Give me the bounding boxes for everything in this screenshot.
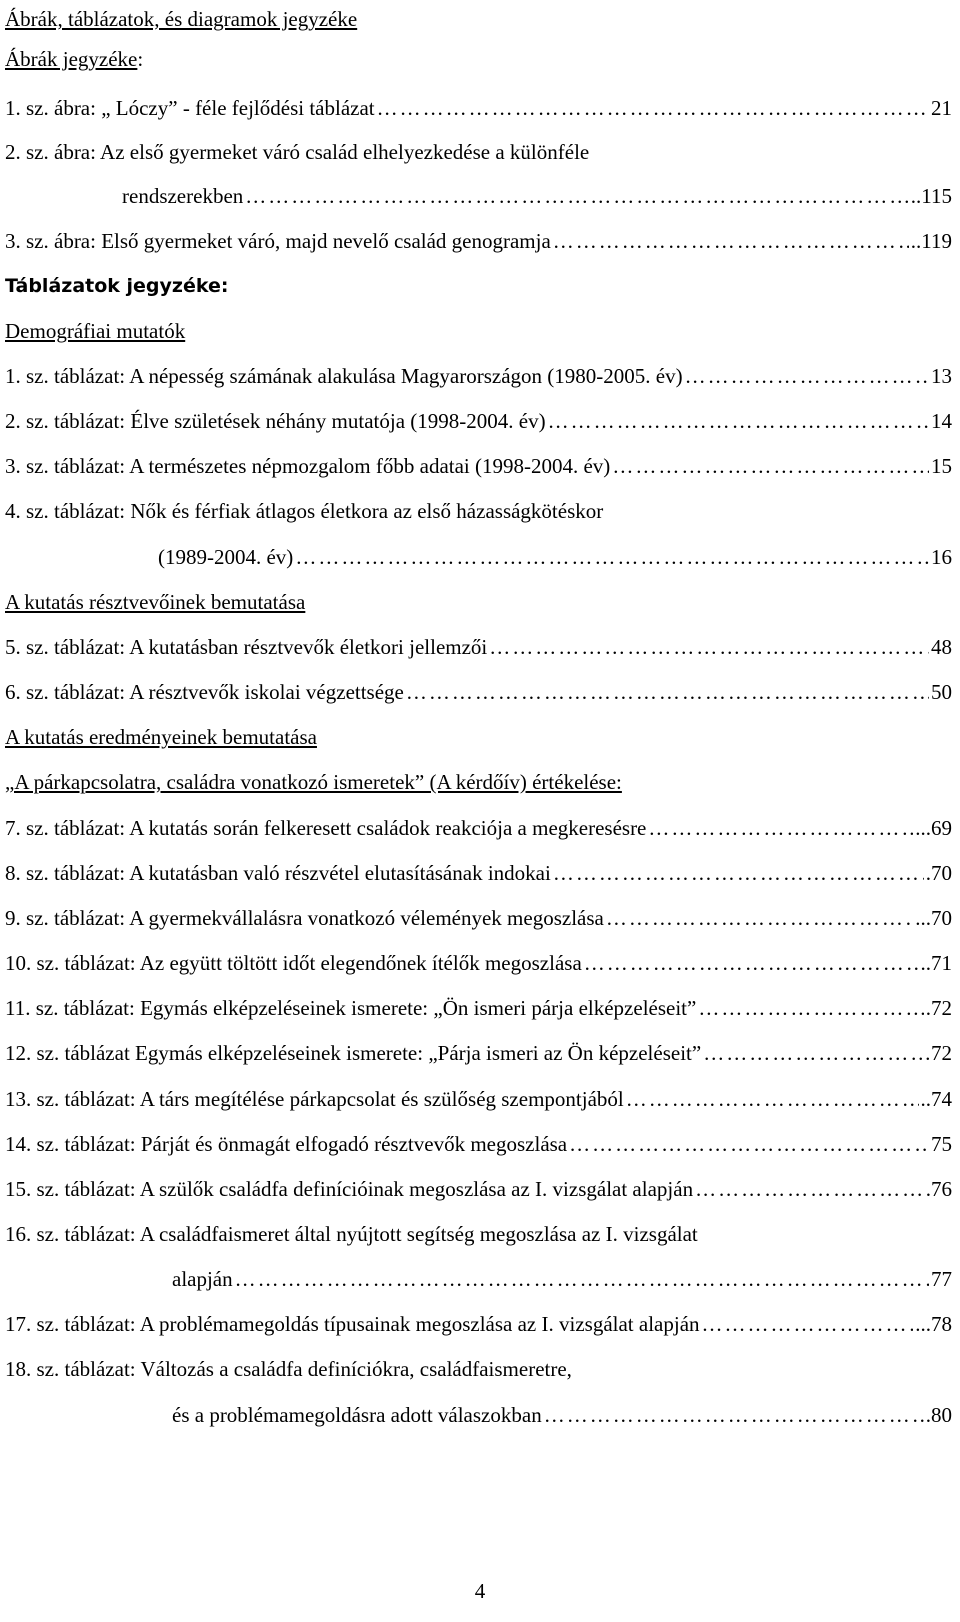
toc-entry-title: alapján bbox=[172, 1267, 233, 1291]
toc-entry-table-6[interactable] bbox=[5, 679, 952, 705]
toc-entry-page: .76 bbox=[925, 1177, 952, 1201]
toc-entry-figure-3[interactable] bbox=[5, 228, 952, 254]
toc-entry-page: 14 bbox=[931, 409, 952, 433]
dot-leader bbox=[489, 634, 929, 660]
toc-entry-title: 14. sz. táblázat: Párját és önmagát elfogadó résztvevők megoszlása bbox=[5, 1132, 568, 1156]
toc-entry-page: ..71 bbox=[920, 951, 952, 975]
toc-entry-page: .72 bbox=[925, 996, 952, 1020]
toc-entry-table-17[interactable] bbox=[5, 1311, 952, 1337]
toc-entry-page: 13 bbox=[931, 364, 952, 388]
dot-leader bbox=[553, 860, 924, 886]
toc-entry-table-18-line2[interactable] bbox=[172, 1402, 952, 1428]
dot-leader bbox=[553, 228, 909, 254]
toc-entry-table-1[interactable] bbox=[5, 363, 952, 389]
toc-entry-title: 3. sz. ábra: Első gyermeket váró, majd nevelő család genogramja bbox=[5, 229, 551, 253]
toc-entry-page: ..115 bbox=[910, 184, 952, 208]
toc-entry-title: 5. sz. táblázat: A kutatásban résztvevők életkori jellemzői bbox=[5, 635, 488, 659]
toc-entry-page: 50 bbox=[931, 680, 952, 704]
toc-entry-table-10[interactable] bbox=[5, 950, 952, 976]
toc-entry-page: .70 bbox=[925, 861, 952, 885]
toc-entry-title: 17. sz. táblázat: A problémamegoldás típusainak megoszlása az I. vizsgálat alapján bbox=[5, 1312, 700, 1336]
toc-entry-figure-1[interactable] bbox=[5, 95, 952, 121]
toc-entry-table-16-line1[interactable]: 16. sz. táblázat: A családfaismeret által nyújtott segítség megoszlása az I. vizsgálat bbox=[5, 1222, 698, 1246]
dot-leader bbox=[698, 995, 923, 1021]
toc-entry-table-12[interactable] bbox=[5, 1040, 952, 1066]
section-label-participants: A kutatás résztvevőinek bemutatása bbox=[5, 590, 306, 614]
dot-leader bbox=[703, 1040, 929, 1066]
toc-entry-title: 15. sz. táblázat: A szülők családfa definícióinak megoszlása az I. vizsgálat alapján bbox=[5, 1177, 694, 1201]
toc-entry-title: 11. sz. táblázat: Egymás elképzeléseinek ismerete: „Ön ismeri párja elképzeléseit” bbox=[5, 996, 697, 1020]
toc-entry-table-8[interactable] bbox=[5, 860, 952, 886]
dot-leader bbox=[685, 363, 929, 389]
toc-entry-table-2[interactable] bbox=[5, 408, 952, 434]
toc-entry-page: 75 bbox=[931, 1132, 952, 1156]
toc-entry-page: ...70 bbox=[915, 906, 952, 930]
page-number: 4 bbox=[474, 1579, 486, 1603]
toc-entry-title: 6. sz. táblázat: A résztvevők iskolai végzettsége bbox=[5, 680, 404, 704]
toc-entry-title: 12. sz. táblázat Egymás elképzeléseinek ismerete: „Párja ismeri az Ön képzeléseit” bbox=[5, 1041, 702, 1065]
dot-leader bbox=[548, 408, 929, 434]
toc-entry-page: 16 bbox=[931, 545, 952, 569]
toc-entry-title: 10. sz. táblázat: Az együtt töltött időt elegendőnek ítélők megoszlása bbox=[5, 951, 582, 975]
toc-entry-table-18-line1[interactable]: 18. sz. táblázat: Változás a családfa definíciókra, családfaismeretre, bbox=[5, 1357, 572, 1381]
toc-entry-title: 2. sz. táblázat: Élve születések néhány mutatója (1998-2004. év) bbox=[5, 409, 546, 433]
toc-entry-table-3[interactable] bbox=[5, 453, 952, 479]
toc-entry-page: ...78 bbox=[915, 1312, 952, 1336]
dot-leader bbox=[377, 95, 929, 121]
toc-entry-page: 72 bbox=[931, 1041, 952, 1065]
dot-leader bbox=[626, 1086, 919, 1112]
dot-leader bbox=[606, 905, 913, 931]
toc-entry-title: 3. sz. táblázat: A természetes népmozgalom főbb adatai (1998-2004. év) bbox=[5, 454, 611, 478]
toc-entry-figure-2-line1[interactable]: 2. sz. ábra: Az első gyermeket váró család elhelyezkedése a különféle bbox=[5, 140, 590, 164]
toc-entry-table-5[interactable] bbox=[5, 634, 952, 660]
tables-heading: Táblázatok jegyzéke: bbox=[5, 275, 229, 297]
dot-leader bbox=[406, 679, 929, 705]
figures-heading bbox=[5, 46, 952, 72]
dot-leader bbox=[695, 1176, 924, 1202]
toc-entry-title: 1. sz. táblázat: A népesség számának alakulása Magyarországon (1980-2005. év) bbox=[5, 364, 683, 388]
toc-entry-title: 8. sz. táblázat: A kutatásban való részvétel elutasításának indokai bbox=[5, 861, 551, 885]
toc-entry-page: 21 bbox=[931, 96, 952, 120]
toc-entry-title: 9. sz. táblázat: A gyermekvállalásra vonatkozó vélemények megoszlása bbox=[5, 906, 604, 930]
dot-leader bbox=[584, 950, 919, 976]
toc-entry-page: .80 bbox=[925, 1403, 952, 1427]
toc-entry-table-16-line2[interactable] bbox=[172, 1266, 952, 1292]
toc-entry-table-11[interactable] bbox=[5, 995, 952, 1021]
dot-leader bbox=[235, 1266, 929, 1292]
dot-leader bbox=[245, 183, 909, 209]
toc-entry-table-9[interactable] bbox=[5, 905, 952, 931]
toc-entry-table-14[interactable] bbox=[5, 1131, 952, 1157]
toc-entry-page: 15 bbox=[931, 454, 952, 478]
toc-entry-page: ..74 bbox=[920, 1087, 952, 1111]
dot-leader bbox=[295, 544, 929, 570]
toc-entry-title: 13. sz. táblázat: A társ megítélése párkapcsolat és szülőség szempontjából bbox=[5, 1087, 624, 1111]
section-label-demographics: Demográfiai mutatók bbox=[5, 319, 186, 343]
figures-heading-colon: : bbox=[137, 47, 144, 71]
toc-entry-table-13[interactable] bbox=[5, 1086, 952, 1112]
toc-entry-title: és a problémamegoldásra adott válaszokban bbox=[172, 1403, 542, 1427]
toc-entry-table-4-line2[interactable] bbox=[158, 544, 952, 570]
toc-entry-title: 7. sz. táblázat: A kutatás során felkeresett családok reakciója a megkeresésre bbox=[5, 816, 647, 840]
toc-entry-table-7[interactable] bbox=[5, 815, 952, 841]
dot-leader bbox=[702, 1311, 914, 1337]
toc-entry-page: ..119 bbox=[910, 229, 952, 253]
toc-entry-page: 77 bbox=[931, 1267, 952, 1291]
dot-leader bbox=[544, 1402, 924, 1428]
dot-leader bbox=[569, 1131, 929, 1157]
toc-entry-title: (1989-2004. év) bbox=[158, 545, 294, 569]
section-sublabel-questionnaire: „A párkapcsolatra, családra vonatkozó ismeretek” (A kérdőív) értékelése: bbox=[5, 770, 622, 794]
toc-entry-page: 48 bbox=[931, 635, 952, 659]
toc-entry-title: rendszerekben bbox=[122, 184, 244, 208]
toc-entry-table-15[interactable] bbox=[5, 1176, 952, 1202]
toc-entry-page: ...69 bbox=[915, 816, 952, 840]
toc-entry-title: 1. sz. ábra: „ Lóczy” - féle fejlődési táblázat bbox=[5, 96, 375, 120]
figures-heading-text: Ábrák jegyzéke bbox=[5, 47, 138, 71]
dot-leader bbox=[612, 453, 929, 479]
toc-entry-figure-2-line2[interactable] bbox=[122, 183, 952, 209]
section-label-results: A kutatás eredményeinek bemutatása bbox=[5, 725, 317, 749]
toc-entry-table-4-line1[interactable]: 4. sz. táblázat: Nők és férfiak átlagos életkora az első házasságkötéskor bbox=[5, 499, 604, 523]
main-heading: Ábrák, táblázatok, és diagramok jegyzéke bbox=[5, 7, 358, 31]
dot-leader bbox=[648, 815, 913, 841]
